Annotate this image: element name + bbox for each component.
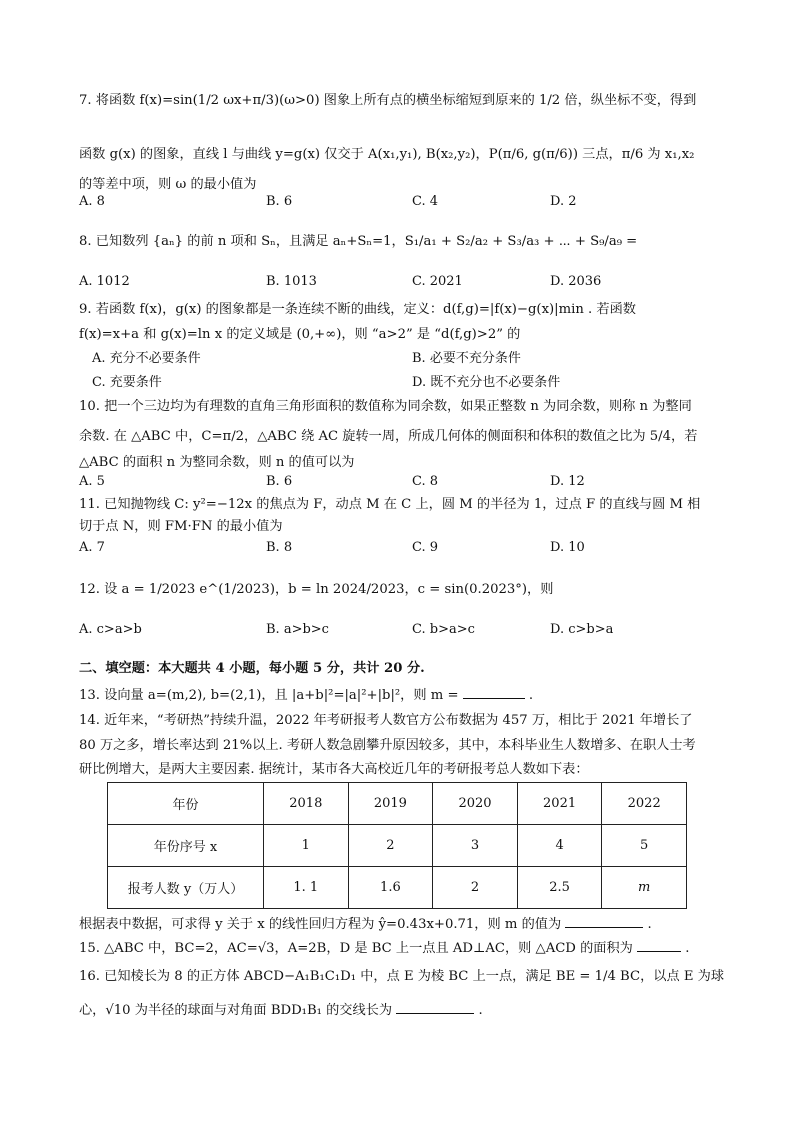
q12-option-c: C. b>a>c [412, 622, 475, 637]
q16-answer-blank[interactable] [396, 999, 474, 1014]
q14-line-1: 14. 近年来，“考研热”持续升温，2022 年考研报考人数官方公布数据为 457 万，相比于 2021 年增长了 [79, 713, 693, 728]
q14-line-2: 80 万之多，增长率达到 21%以上. 考研人数急剧攀升原因较多，其中，本科毕业生人数增多、在职人士考 [79, 738, 696, 753]
table-cell: 5 [602, 825, 687, 867]
table-cell: 2 [348, 825, 433, 867]
q7-line-1: 7. 将函数 f(x)=sin(1/2 ωx+π/3)(ω>0) 图象上所有点的横坐标缩短到原来的 1/2 倍，纵坐标不变，得到 [79, 93, 697, 108]
table-cell: m [602, 867, 687, 909]
q16-line-1: 16. 已知棱长为 8 的正方体 ABCD−A₁B₁C₁D₁ 中，点 E 为棱 BC 上一点，满足 BE = 1/4 BC，以点 E 为球 [79, 969, 725, 984]
q10-option-b: B. 6 [266, 474, 293, 489]
q14-end: . [647, 917, 652, 932]
table-cell: 年份序号 x [108, 825, 264, 867]
q9-line-2: f(x)=x+a 和 g(x)=ln x 的定义域是 (0,+∞)，则 “a>2” 是 “d(f,g)>2” 的 [79, 327, 521, 342]
table-cell: 2020 [433, 783, 518, 825]
q14-after-line [79, 913, 652, 935]
q11-option-b: B. 8 [266, 540, 293, 555]
q15-line [79, 937, 689, 959]
q11-option-d: D. 10 [550, 540, 585, 555]
q11-line-1: 11. 已知抛物线 C: y²=−12x 的焦点为 F，动点 M 在 C 上，圆 M 的半径为 1，过点 F 的直线与圆 M 相 [79, 497, 701, 512]
q10-option-d: D. 12 [550, 474, 585, 489]
q9-option-a: A. 充分不必要条件 [92, 351, 201, 366]
table-cell: 报考人数 y（万人） [108, 867, 264, 909]
table-cell: 3 [433, 825, 518, 867]
q12-option-b: B. a>b>c [266, 622, 329, 637]
q9-option-d: D. 既不充分也不必要条件 [412, 375, 561, 390]
q7-option-a: A. 8 [79, 194, 105, 209]
q14-after-text: 根据表中数据，可求得 y 关于 x 的线性回归方程为 ŷ=0.43x+0.71，则 m 的值为 [79, 917, 562, 932]
q9-option-b: B. 必要不充分条件 [412, 351, 521, 366]
q12-option-a: A. c>a>b [79, 622, 142, 637]
q7-option-d: D. 2 [550, 194, 577, 209]
table-cell: 2.5 [517, 867, 602, 909]
table-cell: 2022 [602, 783, 687, 825]
q7-option-c: C. 4 [412, 194, 439, 209]
exam-applicants-table [107, 782, 687, 909]
q8-option-a: A. 1012 [79, 274, 130, 289]
q12-option-d: D. c>b>a [550, 622, 614, 637]
q13-line [79, 684, 533, 706]
q15-end: . [685, 941, 690, 956]
q7-option-b: B. 6 [266, 194, 293, 209]
q10-option-c: C. 8 [412, 474, 439, 489]
q10-line-1: 10. 把一个三边均为有理数的直角三角形面积的数值称为同余数，如果正整数 n 为同余数，则称 n 为整同 [79, 399, 692, 414]
q11-line-2: 切于点 N，则 FM·FN 的最小值为 [79, 519, 283, 534]
table-cell: 2018 [264, 783, 349, 825]
q14-line-3: 研比例增大，是两大主要因素. 据统计，某市各大高校近几年的考研报考总人数如下表： [79, 762, 589, 777]
table-cell: 4 [517, 825, 602, 867]
q10-line-2: 余数. 在 △ABC 中，C=π/2，△ABC 绕 AC 旋转一周，所成几何体的侧面积和体积的数值之比为 5/4，若 [79, 429, 698, 444]
table-cell: 2 [433, 867, 518, 909]
table-row [108, 867, 687, 909]
q14-answer-blank[interactable] [565, 913, 643, 928]
q9-option-c: C. 充要条件 [92, 375, 162, 390]
q9-line-1: 9. 若函数 f(x)，g(x) 的图象都是一条连续不断的曲线，定义：d(f,g)=|f(x)−g(x)|min . 若函数 [79, 302, 636, 317]
table-cell: 1 [264, 825, 349, 867]
table-cell: 年份 [108, 783, 264, 825]
q8-line-1: 8. 已知数列 {aₙ} 的前 n 项和 Sₙ，且满足 aₙ+Sₙ=1，S₁/a₁ + S₂/a₂ + S₃/a₃ + ⋯ + S₉/a₉ = [79, 234, 638, 249]
q13-answer-blank[interactable] [463, 684, 525, 699]
table-row [108, 825, 687, 867]
table-cell: 2021 [517, 783, 602, 825]
q7-line-2: 函数 g(x) 的图象，直线 l 与曲线 y=g(x) 仅交于 A(x₁,y₁), B(x₂,y₂)，P(π/6, g(π/6)) 三点，π/6 为 x₁,x₂ [79, 147, 695, 162]
q16-line-2 [79, 999, 483, 1021]
table-cell: 2019 [348, 783, 433, 825]
section-heading: 二、填空题：本大题共 4 小题，每小题 5 分，共计 20 分. [79, 661, 425, 676]
q8-option-c: C. 2021 [412, 274, 463, 289]
table-row [108, 783, 687, 825]
q7-line-3: 的等差中项，则 ω 的最小值为 [79, 177, 257, 192]
q8-option-b: B. 1013 [266, 274, 317, 289]
q12-line-1: 12. 设 a = 1/2023 e^(1/2023)，b = ln 2024/2023，c = sin(0.2023°)，则 [79, 582, 554, 597]
table-cell: 1.6 [348, 867, 433, 909]
q16-end: . [478, 1003, 483, 1018]
q13-text: 13. 设向量 a=(m,2), b=(2,1)，且 |a+b|²=|a|²+|b|²，则 m = [79, 688, 459, 703]
q11-option-a: A. 7 [79, 540, 105, 555]
q11-option-c: C. 9 [412, 540, 439, 555]
q15-text: 15. △ABC 中，BC=2，AC=√3，A=2B，D 是 BC 上一点且 AD⊥AC，则 △ACD 的面积为 [79, 941, 633, 956]
q16-line-2-text: 心，√10 为半径的球面与对角面 BDD₁B₁ 的交线长为 [79, 1003, 393, 1018]
q10-option-a: A. 5 [79, 474, 105, 489]
q10-line-3: △ABC 的面积 n 为整同余数，则 n 的值可以为 [79, 455, 355, 470]
q15-answer-blank[interactable] [637, 937, 681, 952]
table-cell: 1. 1 [264, 867, 349, 909]
q8-option-d: D. 2036 [550, 274, 602, 289]
q13-end: . [528, 688, 534, 703]
